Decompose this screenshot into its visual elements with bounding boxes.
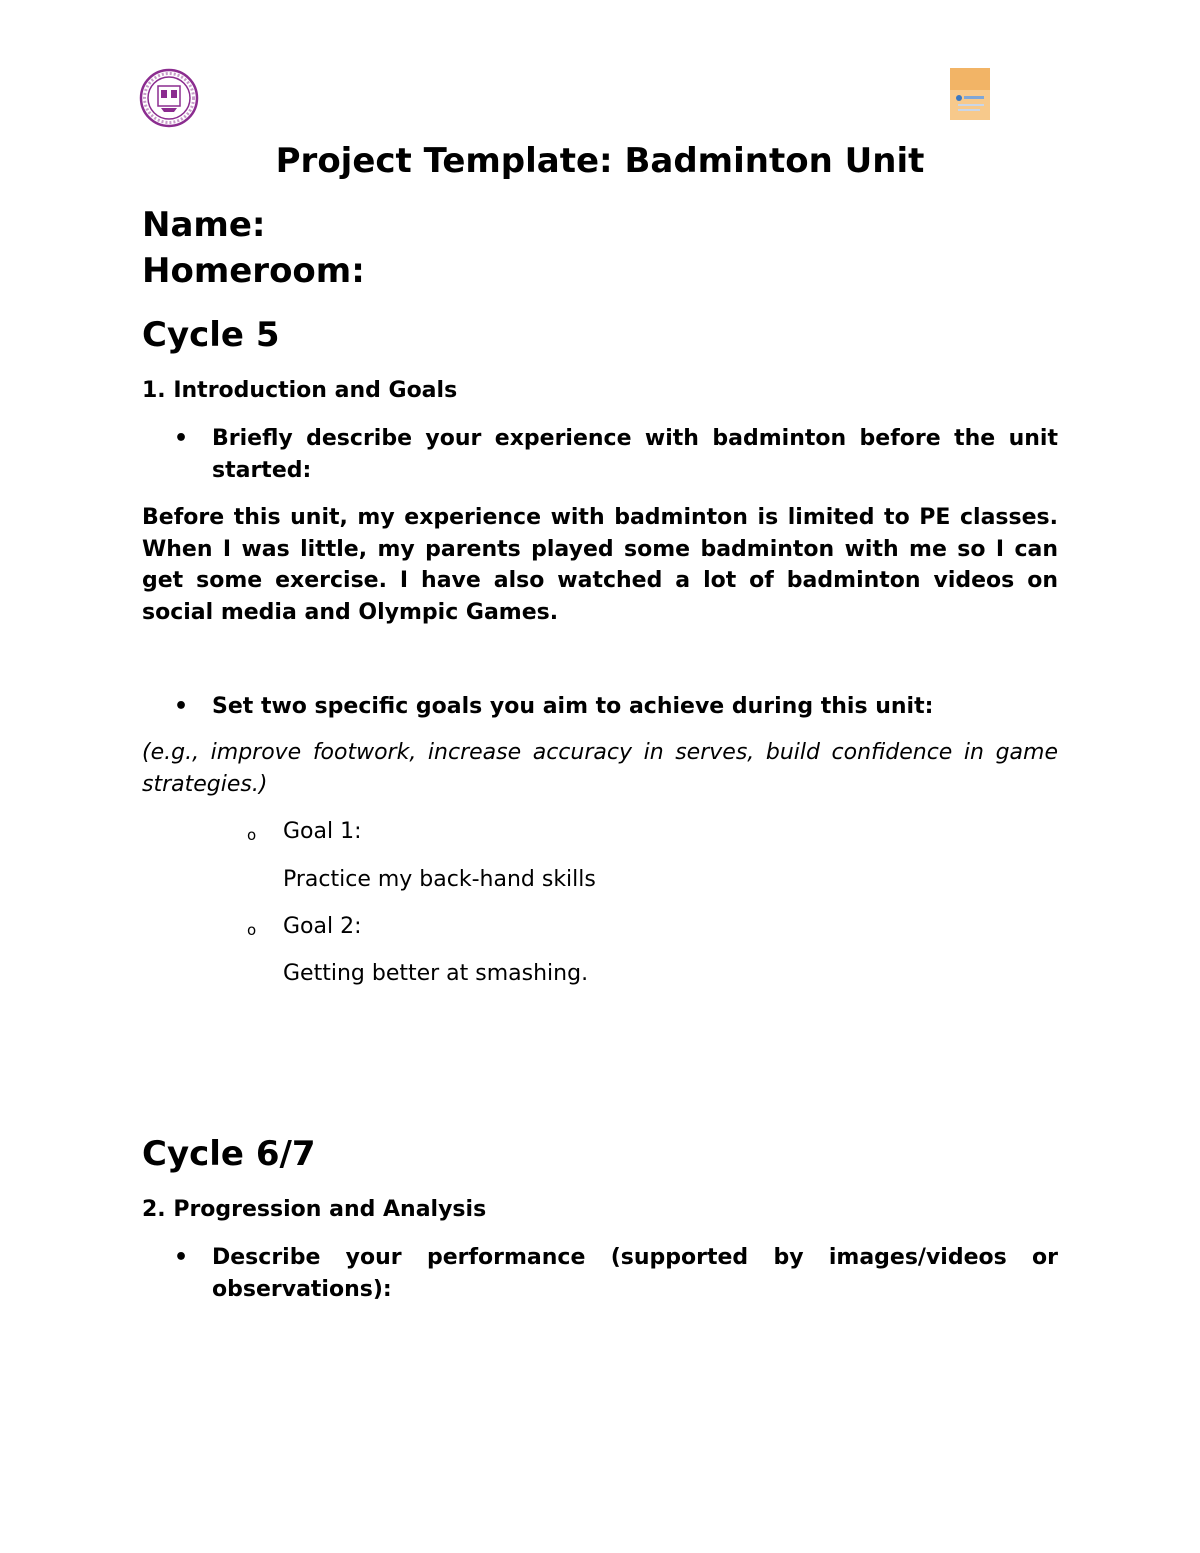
program-logo	[950, 68, 990, 120]
prompt-performance: Describe your performance (supported by images/videos or observations):	[212, 1245, 1058, 1302]
prompt-goals: Set two specific goals you aim to achieve during this unit:	[212, 694, 934, 719]
goal-1-label: Goal 1:	[283, 819, 362, 844]
school-seal-logo	[139, 68, 199, 128]
sub-bullet-marker: o	[247, 921, 257, 939]
section-introduction-goals: 1. Introduction and Goals	[142, 378, 458, 403]
goal-1-answer: Practice my back-hand skills	[283, 867, 596, 892]
bullet-marker: •	[174, 426, 189, 451]
cycle-6-7-heading: Cycle 6/7	[142, 1134, 316, 1174]
goal-2-label: Goal 2:	[283, 914, 362, 939]
goal-2-answer: Getting better at smashing.	[283, 961, 589, 986]
page-title: Project Template: Badminton Unit	[275, 141, 925, 181]
bullet-marker: •	[174, 694, 189, 719]
sub-bullet-marker: o	[247, 826, 257, 844]
name-label: Name:	[142, 205, 266, 245]
cycle-5-heading: Cycle 5	[142, 315, 280, 355]
prompt-experience: Briefly describe your experience with badminton before the unit started:	[212, 426, 1058, 483]
goals-example: (e.g., improve footwork, increase accuracy in serves, build confidence in game strategies.)	[142, 740, 1058, 797]
section-progression-analysis: 2. Progression and Analysis	[142, 1197, 487, 1222]
bullet-marker: •	[174, 1245, 189, 1270]
answer-experience: Before this unit, my experience with badminton is limited to PE classes. When I was little, my parents played some badminton with me so I can get some exercise. I have also watched a lot of badminton videos on social media and Olympic Games.	[142, 505, 1058, 625]
homeroom-label: Homeroom:	[142, 251, 365, 291]
